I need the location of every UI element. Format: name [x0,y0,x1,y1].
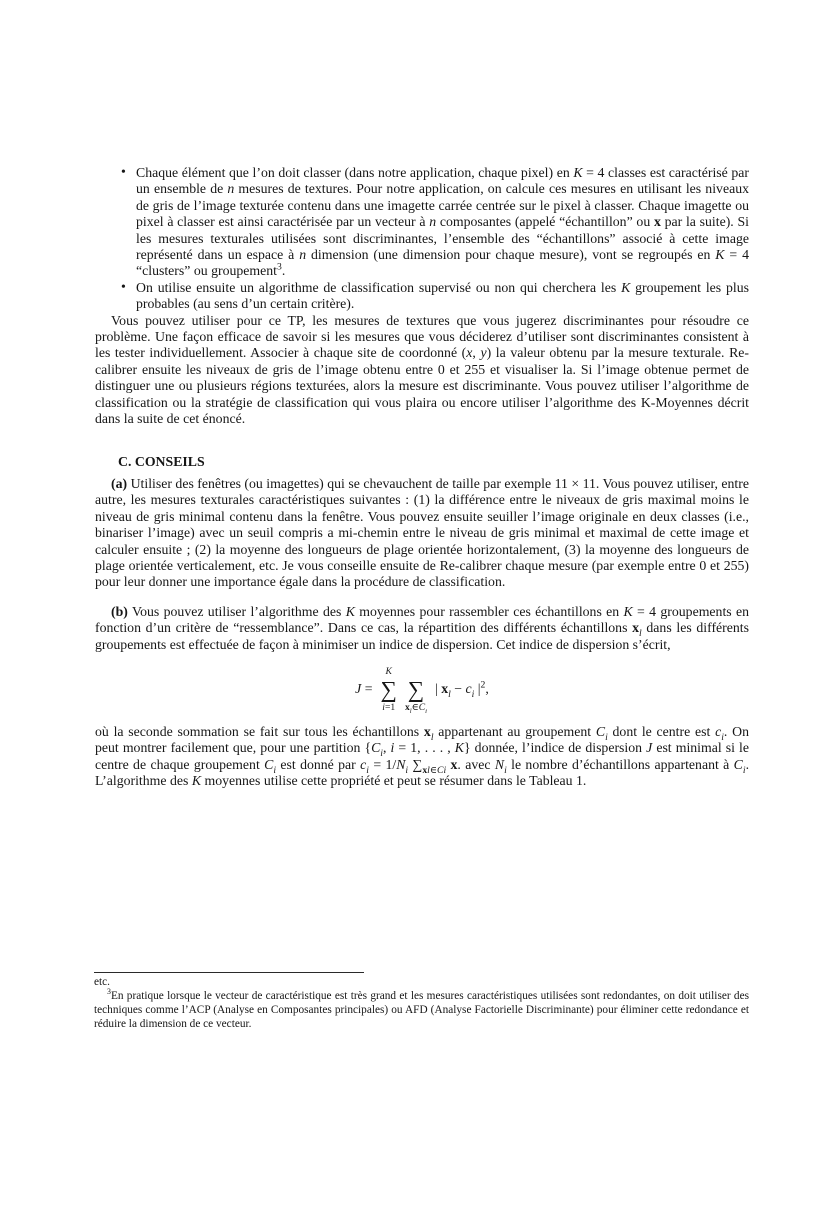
bullet-item-algorithme-text: On utilise ensuite un algorithme de classification supervisé ou non qui cherchera les K groupement les plus probables (au sens d’un certain critère). [136,279,749,312]
section-heading-conseils: C. CONSEILS [118,453,205,469]
paragraph-intro: Vous pouvez utiliser pour ce TP, les mesures de textures que vous jugerez discriminantes pour résoudre ce problème. Une façon efficace de savoir si les mesures que vous déciderez d’utiliser sont discriminantes consistent à les tester individuellement. Associer à chaque site de coordonné (x, y) la valeur obtenu par la mesure texturale. Re-calibrer ensuite les niveaux de gris de l’image obtenu entre 0 et 255 et visualiser la. Si l’image obtenue permet de distinguer une ou plusieurs régions texturées, alors la mesure est discriminante. Vous pouvez utiliser l’algorithme de classification ou la stratégie de classification qui vous plaira ou encore utiliser l’algorithme des K-Moyennes décrit dans la suite de cet énoncé. [95,312,750,427]
sum-inner-lower-limit: $x_l\in C_i$ [404,701,427,715]
sigma-icon: ∑ [380,676,397,702]
dispersion-formula [95,666,749,713]
sum-outer-lower-limit: i=1 [382,701,396,713]
formula-lhs: J = [355,681,373,697]
footnote-rule [94,972,364,973]
footnote-area [94,972,749,1032]
page-content [95,165,749,790]
footnote-continuation: etc. [94,976,110,988]
sum-outer-upper-limit: K [385,665,392,677]
formula-rhs: | $x_l - c_i$ $|^2$, [435,679,489,701]
bullet-icon: • [121,278,126,294]
paragraph-kmeans-property: où la seconde sommation se fait sur tous les échantillons $x_l$ appartenant au groupement $C_i$ dont le centre est $c_i$. On peut montrer facilement que, pour une partition {$C_i$, i = 1, . . . , K} donnée, l’indice de dispersion J est minimal si le centre de chaque groupement $C_i$ est donné par $c_i = 1/N_i$ $\sum_{xl\in Ci}$ x. avec $N_i$ le nombre d’échantillons appartenant à $C_i$. L’algorithme des K moyennes utilise cette propriété et peut se résumer dans le Tableau 1. [95,723,750,789]
sum-outer [381,666,397,713]
footnote-3: $^3$En pratique lorsque le vecteur de caractéristique est très grand et les mesures caractéristiques utilisées sont redondantes, on doit utiliser des techniques comme l’ACP (Analyse en Composantes principales) ou AFD (Analyse Factorielle Discriminante) pour éliminer cette redondance et réduire la dimension de ce vecteur. [94,987,749,1030]
paragraph-a: (a) Utiliser des fenêtres (ou imagettes) qui se chevauchent de taille par exemple 11 × 11. Vous pouvez utiliser, entre autre, les mesures texturales caractéristiques suivantes : (1) la différence entre le niveaux de gris maximal moins le niveau de gris minimal contenu dans la fenêtre. Vous pouvez ensuite seuiller l’image originale en deux classes (i.e., binariser l’image) avec un seuil compris a mi-chemin entre le niveau de gris minimal et maximal de cette image et calculer ensuite ; (2) la moyenne des longueurs de plage orientée horizontalement, (3) la moyenne des longueurs de plage orientée verticalement, etc. Je vous conseille ensuite de Re-calibrer chaque mesure (par exemple entre 0 et 255) pour leur donner une importance égale dans la procédure de classification. [95,475,749,590]
bullet-item-algorithme [121,278,749,313]
sigma-icon: ∑ [407,676,425,702]
bullet-icon: • [121,164,126,179]
sum-inner [405,666,427,713]
bullet-list [95,165,749,313]
paragraph-b: (b) Vous pouvez utiliser l’algorithme des K moyennes pour rassembler ces échantillons en K = 4 groupements en fonction d’un critère de “ressemblance”. Dans ce cas, la répartition des différents échantillons $x_l$ dans les différents groupements est effectuée de façon à minimiser un indice de dispersion. Cet indice de dispersion s’écrit, [95,603,750,652]
bullet-item-classes-text: Chaque élément que l’on doit classer (dans notre application, chaque pixel) en K = 4 classes est caractérisé par un ensemble de n mesures de textures. Pour notre application, on calcule ces mesures en utilisant les niveaux de gris de l’image texturée contenu dans une imagette carrée centrée sur le pixel à classer. Chaque imagette ou pixel à classer est ainsi caractérisée par un vecteur à n composantes (appelé “échantillon” ou x par la suite). Si les mesures texturales utilisées sont discriminantes, l’ensemble des “échantillons” associé à cette image représenté dans un espace à n dimension (une dimension pour chaque mesure), vont se regroupés en K = 4 “clusters” ou groupement$^3$. [136,165,749,279]
bullet-item-classes [121,164,749,280]
